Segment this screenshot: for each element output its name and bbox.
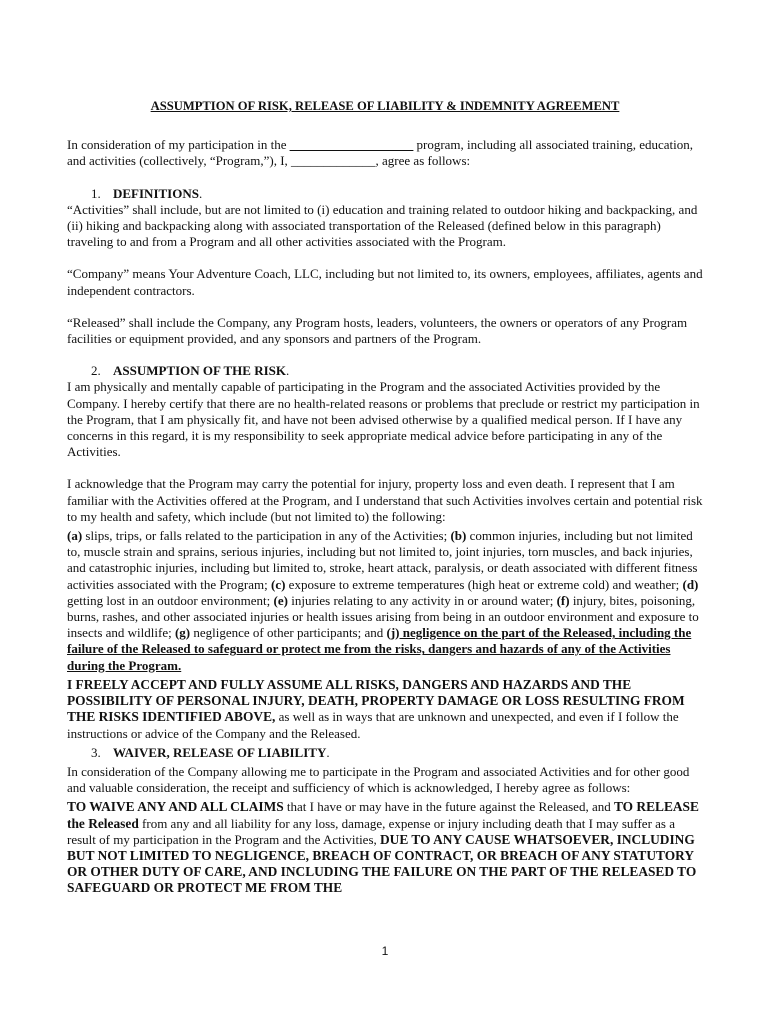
document-title: ASSUMPTION OF RISK, RELEASE OF LIABILITY & INDEMNITY AGREEMENT [150, 99, 620, 113]
risk-label-e: (e) [273, 592, 288, 608]
risk-label-g: (g) [174, 625, 191, 641]
section-1-released: “Released” shall include the Company, any Program hosts, leaders, volunteers, the owners or operators of any Program facilities or equipment provided, and any sponsors and partners of the Program. [67, 314, 688, 347]
waiver-text-2: from any and all liability for any loss, damage, expense or injury including death that I may suffer as a result of my participation in the Program and the Activities, [67, 815, 675, 847]
intro-text-a: In consideration of my participation in the [67, 137, 290, 153]
section-2-title: ASSUMPTION OF THE RISK [113, 363, 287, 379]
section-1-title: DEFINITIONS [113, 185, 199, 201]
risk-label-c: (c) [270, 576, 286, 592]
section-2-acknowledge: I acknowledge that the Program may carry the potential for injury, property loss and even death. I represent that I am familiar with the Activities offered at the Program, and I understand that such Activities involves certain and potential risk to my health and safety, which include (but not limited to) the following: [67, 476, 703, 524]
intro-text-b: program, including all associated training, education, and activities (collectively, “Program,”), I, _____________, agree as follows: [67, 137, 694, 169]
waiver-text-1: that I have or may have in the future against the Released, and [283, 799, 614, 815]
section-3-number: 3. [91, 744, 101, 760]
section-3-consideration: In consideration of the Company allowing me to participate in the Program and associated Activities and for other good and valuable consideration, the receipt and sufficiency of which is acknowledged, I hereby agree as follows: [67, 763, 690, 796]
waiver-claims: TO WAIVE ANY AND ALL CLAIMS [67, 799, 284, 815]
risk-label-j: (j) [386, 625, 400, 641]
section-1-heading: 1. DEFINITIONS. [91, 185, 203, 201]
program-name-blank: ___________________ [289, 137, 414, 153]
risk-label-d: (d) [682, 576, 699, 592]
section-1-number: 1. [91, 185, 101, 201]
waiver-cause: DUE TO ANY CAUSE WHATSOEVER, INCLUDING BUT NOT LIMITED TO NEGLIGENCE, BREACH OF CONTRACT, OR BREACH OF ANY STATUTORY OR OTHER DUTY OF CARE, AND INCLUDING THE FAILURE ON THE PART OF THE RELEASED TO SAFEGUARD OR PROTECT ME FROM THE [67, 831, 697, 896]
section-2-acceptance [67, 677, 703, 742]
acceptance-rest: as well as in ways that are unknown and unexpected, and even if I follow the instructions or advice of the Company and the Released. [67, 709, 679, 741]
section-3-heading: 3. WAIVER, RELEASE OF LIABILITY. [91, 744, 330, 760]
section-3-title: WAIVER, RELEASE OF LIABILITY [113, 744, 327, 760]
section-1-activities: “Activities” shall include, but are not limited to (i) education and training related to outdoor hiking and backpacking, and (ii) hiking and backpacking along with associated transportation of the Released (defined below in this paragraph) traveling to and from a Program and all other activities associated with the Program. [67, 201, 698, 250]
risk-text-c: exposure to extreme temperatures (high heat or extreme cold) and weather; [285, 576, 683, 592]
section-2-capability: I am physically and mentally capable of participating in the Program and the associated Activities provided by the Company. I hereby certify that there are no health-related reasons or problems that preclude or restrict my participation in the Program, that I am physically fit, and have not been advised otherwise by a qualified medical person. If I have any concerns in this regard, it is my responsibility to seek appropriate medical advice before participating in any of the Activities. [67, 379, 700, 460]
risk-text-d: getting lost in an outdoor environment; [67, 592, 274, 608]
risk-label-a: (a) [67, 528, 83, 544]
section-1-company: “Company” means Your Adventure Coach, LLC, including but not limited to, its owners, employees, affiliates, agents and independent contractors. [67, 266, 703, 298]
section-3-waiver [67, 799, 703, 896]
section-2-risk-list [67, 528, 703, 674]
risk-text-e: injuries relating to any activity in or around water; [287, 592, 557, 608]
risk-text-f: injury, bites, poisoning, burns, rashes, and other associated injuries or health issues arising from being in an outdoor environment and exposure to insects and wildlife; [67, 592, 699, 641]
risk-text-b: common injuries, including but not limited to, muscle strain and sprains, serious injuries, including but not limited to, joint injuries, torn muscles, and back injuries, and catastrophic injuries, including but limited to, stroke, heart attack, paralysis, or death associated with different fitness activities associated with the Program; [67, 528, 698, 592]
risk-text-a: slips, trips, or falls related to the participation in any of the Activities; [82, 528, 451, 544]
risk-text-g: negligence of other participants; and [190, 625, 387, 641]
waiver-release: TO RELEASE the Released [67, 799, 699, 831]
risk-label-b: (b) [450, 528, 467, 544]
page-number: 1 [381, 944, 389, 958]
risk-text-j: negligence on the part of the Released, including the failure of the Released to safeguard or protect me from the risks, dangers and hazards of any of the Activities during the Program. [67, 625, 692, 673]
document-page [67, 98, 703, 897]
risk-label-f: (f) [556, 592, 570, 608]
acceptance-bold: I FREELY ACCEPT AND FULLY ASSUME ALL RISKS, DANGERS AND HAZARDS AND THE POSSIBILITY OF PERSONAL INJURY, DEATH, PROPERTY DAMAGE OR LOSS RESULTING FROM THE RISKS IDENTIFIED ABOVE, [67, 676, 685, 725]
intro-paragraph [67, 137, 703, 169]
section-2-heading: 2. ASSUMPTION OF THE RISK. [91, 363, 290, 379]
section-2-number: 2. [91, 363, 101, 379]
